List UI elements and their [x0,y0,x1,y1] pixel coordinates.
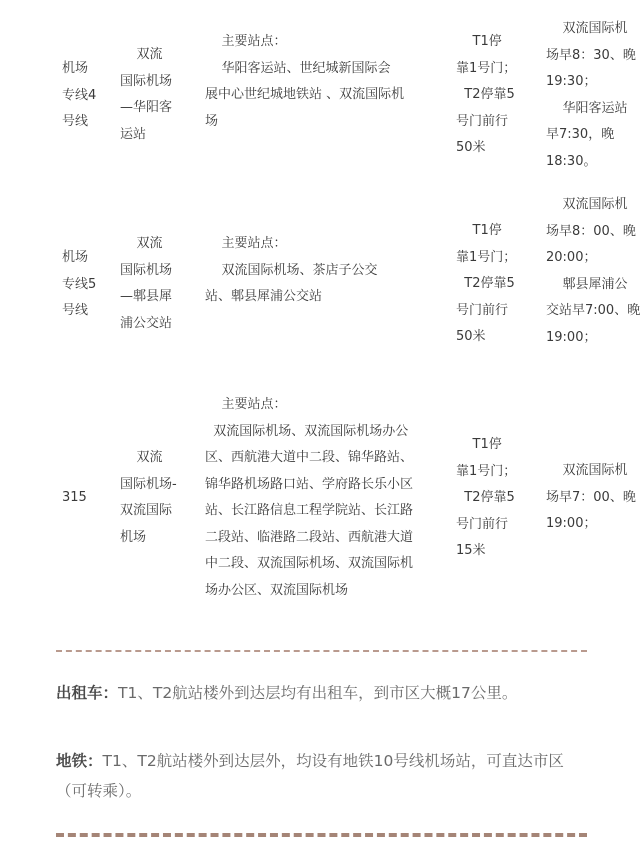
departure-times: 双流国际机 场早8：00、晚 20:00； 郫县犀浦公 交站早7:00、晚 19:00； [546,197,640,345]
route-name: 机场 专线4 号线 [62,61,97,129]
route-stops: 主要站点： 双流国际机场、茶店子公交 站、郫县犀浦公交站 [205,236,378,304]
route-endpoints: 双流 国际机场 —郫县犀 浦公交站 [120,236,173,331]
taxi-info [56,678,586,708]
route-name: 315 [62,490,87,505]
route-endpoints: 双流 国际机场- 双流国际 机场 [120,450,177,545]
subway-info [56,746,586,806]
subway-text: T1、T2航站楼外到达层外，均设有地铁10号线机场站，可直达市区（可转乘）。 [56,752,564,800]
taxi-label: 出租车： [56,684,119,702]
dashed-divider [56,650,587,652]
departure-times: 双流国际机 场早7：00、晚 19:00； [546,463,636,531]
departure-times: 双流国际机 场早8：30、晚 19:30； 华阳客运站 早7:30，晚 18:30。 [546,21,636,169]
dashed-divider [56,833,587,837]
boarding-location: T1停 靠1号门； T2停靠5 号门前行 15米 [456,437,517,558]
route-stops: 主要站点： 双流国际机场、双流国际机场办公 区、西航港大道中二段、锦华路站、 锦华路机场路口站、学府路长乐小区 站、长江路信息工程学院站、长江路 二段站、临港路二段站、西航港大道 中二段、双流国际机场、双流国际机 场办公区、双流国际机场 [205,397,414,598]
boarding-location: T1停 靠1号门； T2停靠5 号门前行 50米 [456,34,517,155]
route-name: 机场 专线5 号线 [62,250,97,318]
taxi-text: T1、T2航站楼外到达层均有出租车，到市区大概17公里。 [118,684,518,702]
boarding-location: T1停 靠1号门； T2停靠5 号门前行 50米 [456,223,517,344]
route-endpoints: 双流 国际机场 —华阳客 运站 [120,47,173,142]
subway-label: 地铁： [56,752,103,770]
route-stops: 主要站点： 华阳客运站、世纪城新国际会 展中心世纪城地铁站 、双流国际机 场 [205,34,405,129]
